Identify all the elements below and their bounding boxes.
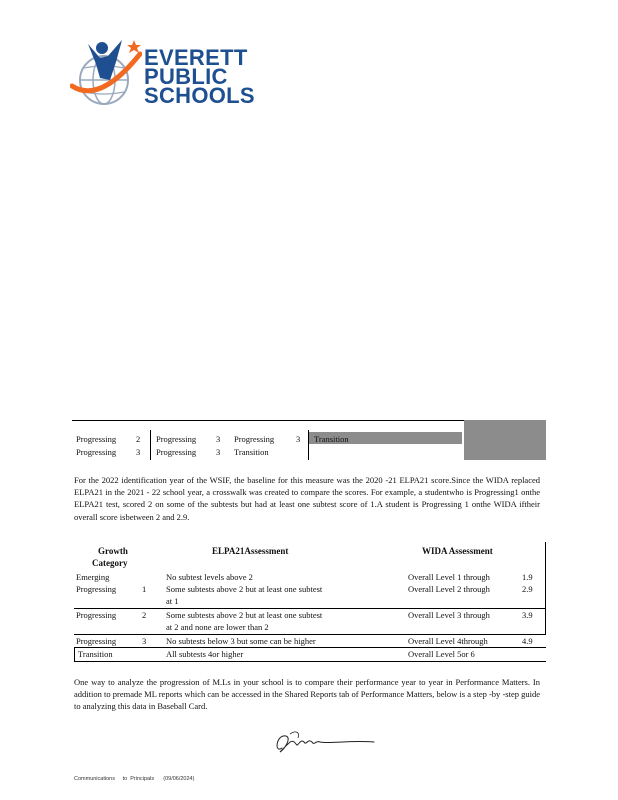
- upper-cell: Progressing: [76, 447, 117, 457]
- logo-line-public: PUBLIC: [144, 64, 228, 89]
- row-wida-value: 1.9: [522, 572, 533, 582]
- paragraph-baseline: [74, 474, 540, 523]
- upper-table-divider: [308, 430, 309, 460]
- upper-cell: Transition: [234, 447, 269, 457]
- upper-table: [72, 420, 546, 460]
- row-number: 2: [142, 610, 147, 620]
- row-left-border: [74, 647, 75, 661]
- upper-cell: 2: [136, 434, 141, 444]
- row-wida: Overall Level 2 through: [408, 584, 490, 594]
- row-elpa: No subtests below 3 but some can be higher: [166, 636, 316, 646]
- paragraph-baseline-text: For the 2022 identification year of the WSIF, the baseline for this measure was the 2020 -21 ELPA21 score.Since the WIDA replaced ELPA21 in the 2021 - 22 school year, a crosswalk was created to compare the scores. For example, a studentwho is Progressing1 onthe ELPA21 test, scored 2 on some of the subtests but had at least one subtest score of 1.A student is Progressing 1 onthe WIDA iftheir overall score isbetween 2 and 2.9.: [74, 475, 540, 522]
- row-wida: Overall Level 5or 6: [408, 649, 475, 659]
- row-category: Transition: [78, 649, 113, 659]
- table-bottom-border: [74, 661, 546, 662]
- upper-cell: Progressing: [234, 434, 275, 444]
- upper-cell: Progressing: [156, 434, 197, 444]
- row-elpa: No subtest levels above 2: [166, 572, 253, 582]
- header-growth: Growth: [98, 546, 128, 556]
- row-wida: Overall Level 1 through: [408, 572, 490, 582]
- paragraph-analysis: [74, 676, 540, 713]
- table-right-border: [545, 542, 546, 634]
- row-wida: Overall Level 4through: [408, 636, 488, 646]
- header-category: Category: [92, 558, 128, 568]
- row-category: Emerging: [76, 572, 110, 582]
- logo-line-schools: SCHOOLS: [144, 83, 255, 108]
- upper-cell: 3: [136, 447, 141, 457]
- upper-cell: Progressing: [156, 447, 197, 457]
- row-number: 1: [142, 584, 147, 594]
- logo-wordmark: [144, 45, 255, 108]
- logo-line-everett: EVERETT: [144, 45, 248, 70]
- row-category: Progressing: [76, 584, 117, 594]
- row-wida-value: 2.9: [522, 584, 533, 594]
- row-elpa: Some subtests above 2 but at least one subtest: [166, 610, 323, 620]
- district-logo: [70, 34, 260, 114]
- row-elpa: All subtests 4or higher: [166, 649, 244, 659]
- growth-category-table: [74, 542, 546, 662]
- upper-table-divider: [150, 430, 151, 460]
- row-elpa-cont: at 1: [166, 596, 179, 606]
- row-divider: [74, 608, 546, 609]
- row-divider: [74, 634, 546, 635]
- row-divider: [74, 647, 546, 648]
- signature-icon: [270, 728, 380, 758]
- row-wida: Overall Level 3 through: [408, 610, 490, 620]
- row-wida-value: 3.9: [522, 610, 533, 620]
- upper-cell: 3: [216, 434, 221, 444]
- upper-cell: Transition: [314, 434, 349, 444]
- paragraph-analysis-text: One way to analyze the progression of M.Ls in your school is to compare their performance year to year in Performance Matters. In addition to premade ML reports which can be accessed in the Shared Reports tab of Performance Matters, below is a step -by -step guide to analyzing this data in Baseball Card.: [74, 677, 540, 712]
- row-elpa-cont: at 2 and none are lower than 2: [166, 622, 269, 632]
- row-wida-value: 4.9: [522, 636, 533, 646]
- row-elpa: Some subtests above 2 but at least one subtest: [166, 584, 323, 594]
- row-category: Progressing: [76, 636, 117, 646]
- row-category: Progressing: [76, 610, 117, 620]
- logo-emblem-icon: [70, 34, 142, 110]
- upper-cell: 3: [216, 447, 221, 457]
- upper-table-shade-block: [464, 420, 546, 460]
- header-wida: WIDA Assessment: [422, 546, 493, 556]
- row-number: 3: [142, 636, 147, 646]
- upper-cell: 3: [296, 434, 301, 444]
- footer-note: Communications to Principals (09/06/2024): [74, 776, 195, 782]
- upper-cell: Progressing: [76, 434, 117, 444]
- header-elpa21: ELPA21Assessment: [212, 546, 289, 556]
